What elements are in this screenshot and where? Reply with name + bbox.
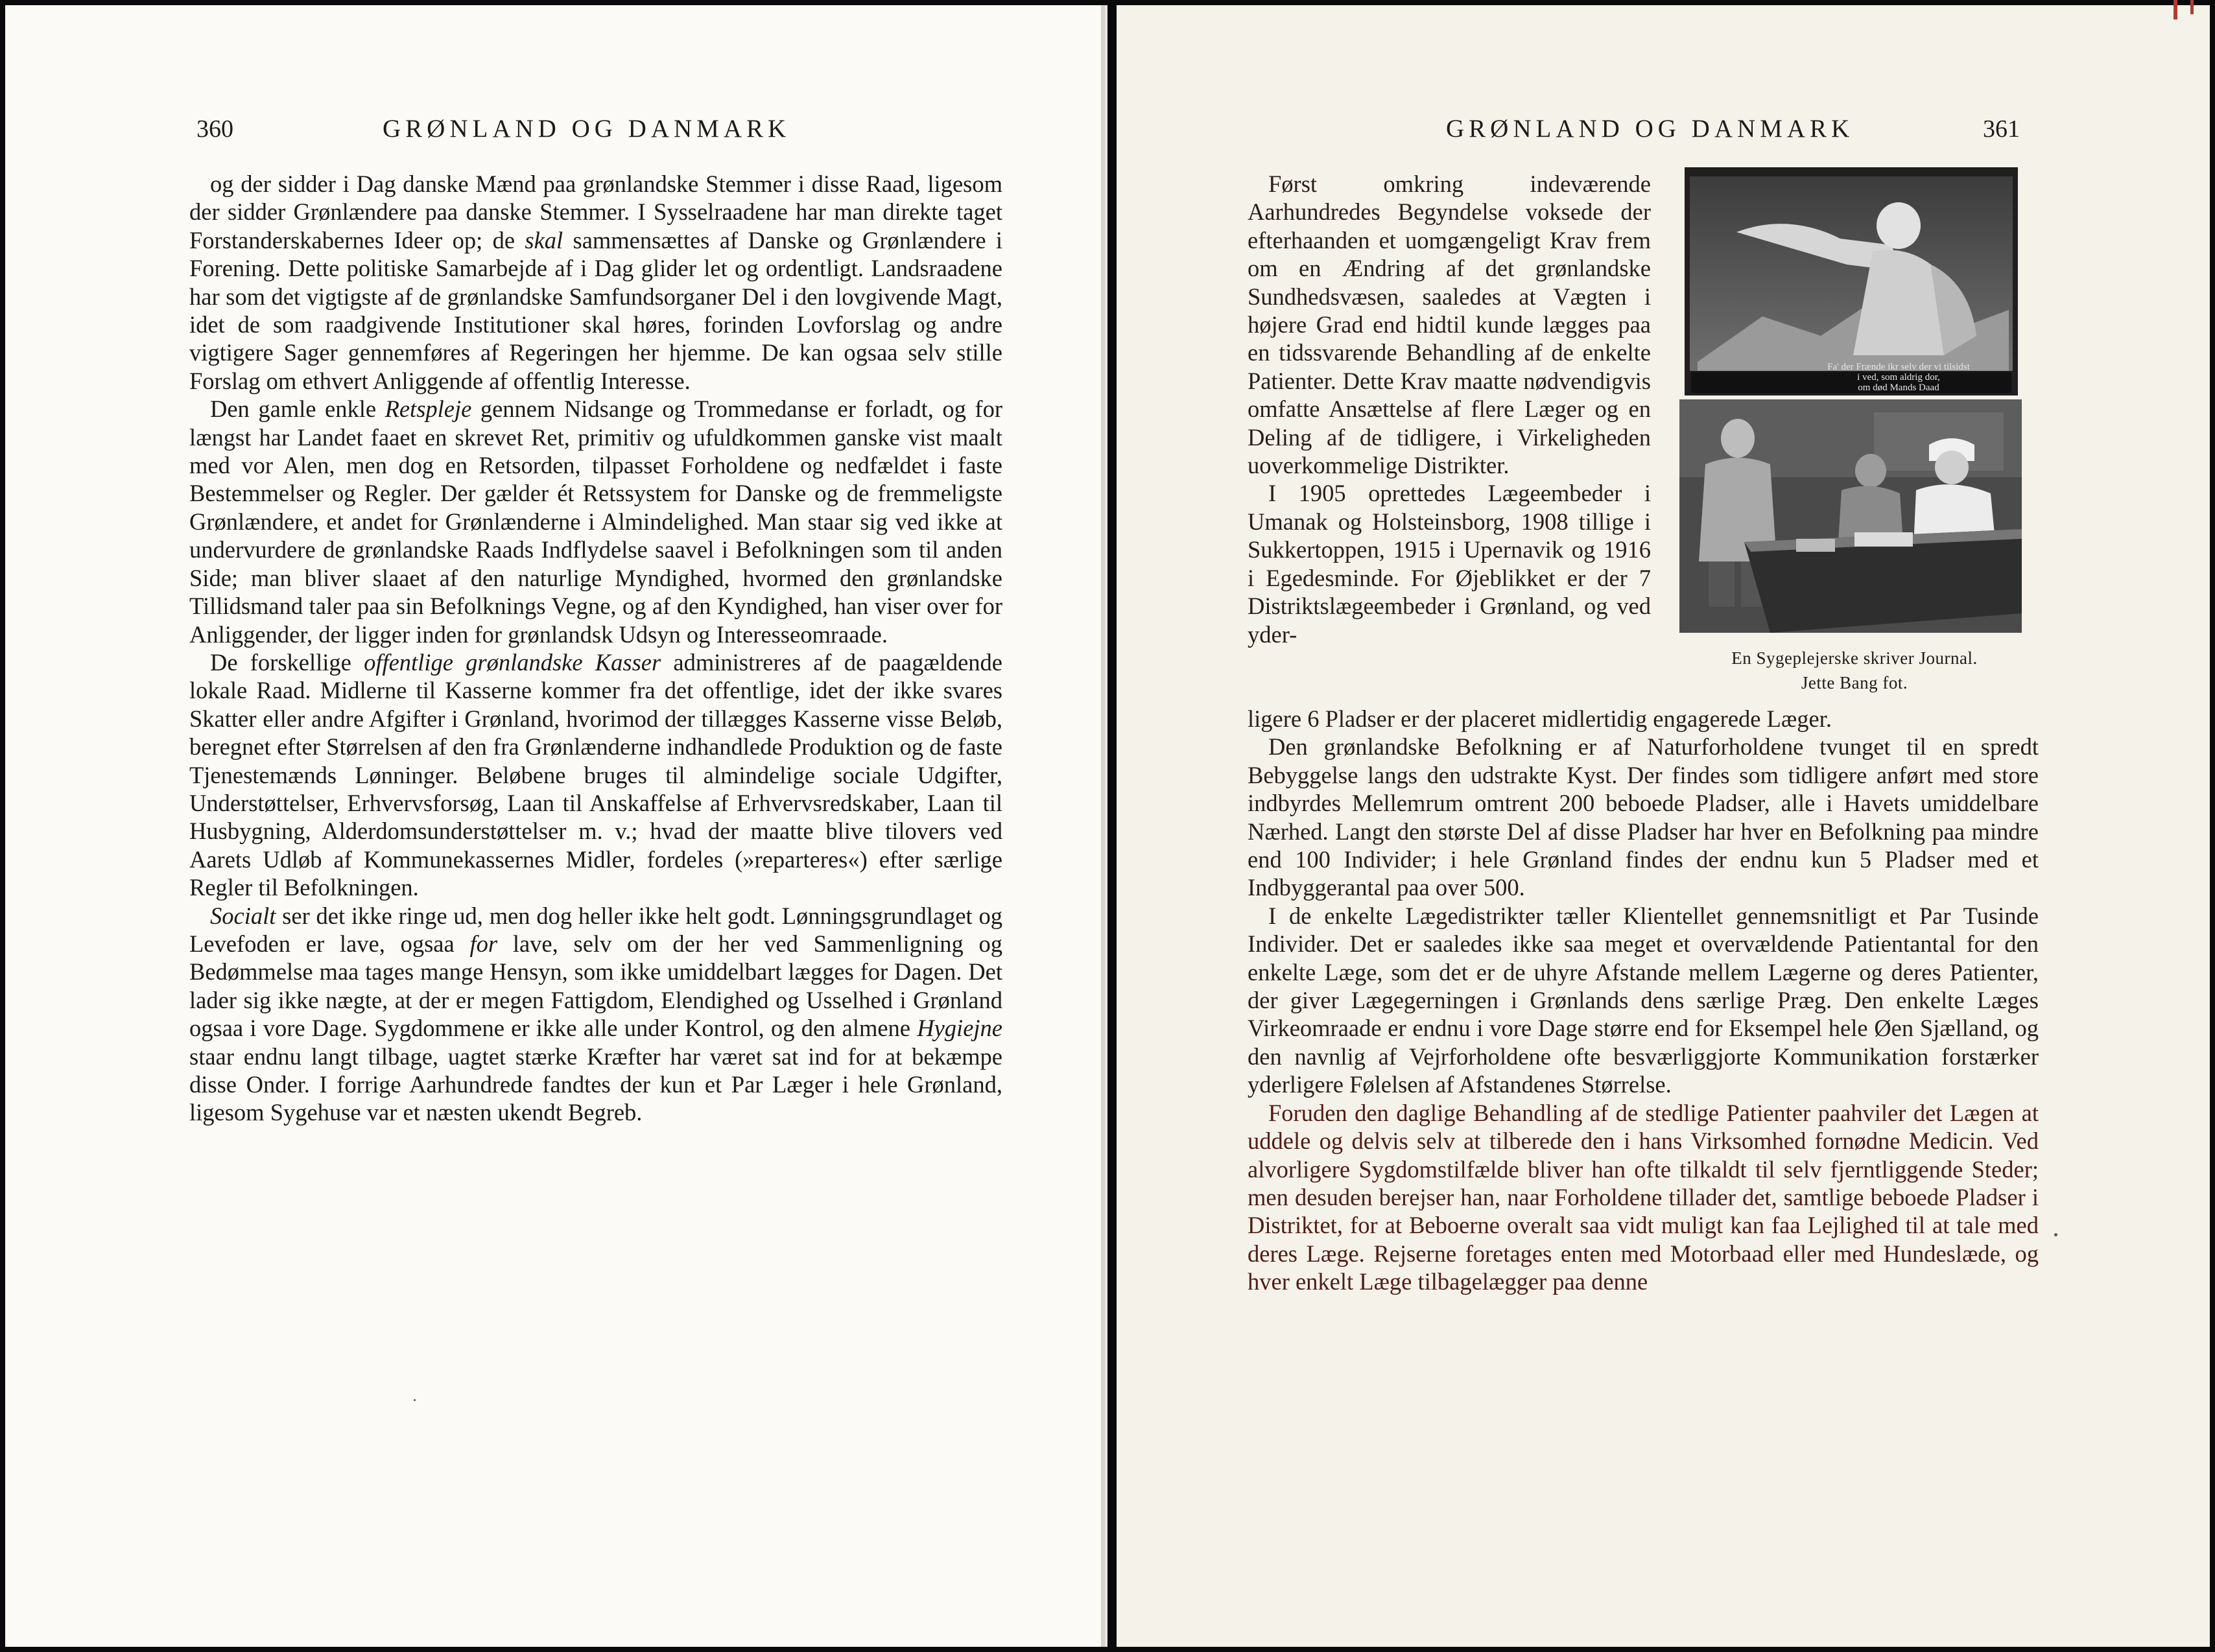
page-gutter-shadow: [1101, 5, 1105, 1647]
italic-term: Hygiejne: [917, 1015, 1002, 1042]
paragraph-continued: ligere 6 Pladser er der placeret midlertidig engagerede Læger.: [1248, 705, 1832, 732]
paragraph: Foruden den daglige Behandling af de stedlige Patienter paahviler det Lægen at uddele og delvis selv at tilberede den i hans Virksomhed fornødne Medicin. Ved alvorligere Sygdomstilfælde bliver han ofte tilkaldt til selv fjerntliggende Steder; men desuden berejser han, naar Forholdene tillader det, samtlige beboede Pladser i Distriktet, for at Beboerne overalt saa vidt muligt kan faa Lejlighed til at tale med deres Læge. Rejserne foretages enten med Motorbaad eller med Hundeslæde, og hver enkelt Læge tilbagelægger paa denne: [1248, 1099, 2039, 1295]
photo-nurse-scene: [1679, 399, 2022, 633]
italic-term: Socialt: [210, 902, 276, 929]
italic-term: for: [469, 930, 498, 957]
paragraph: I 1905 oprettedes Lægeembeder i Umanak og Holsteinsborg, 1908 tillige i Sukkertoppen, 1915 i Upernavik og 1916 i Egedesminde. For Øjeblikket er der 7 Distriktslægeembeder i Grønland, og ved yder-: [1248, 480, 1651, 648]
italic-term: skal: [525, 226, 563, 254]
paragraph: Socialt ser det ikke ringe ud, men dog heller ikke helt godt. Lønningsgrundlaget og Levefoden er lave, ogsaa for lave, selv om der her ved Sammenligning og Bedømmelse maa tages mange Hensyn, som ikke umiddelbart lægges for Dagen. Det lader sig ikke nægte, at der er megen Fattigdom, Elendighed og Usselhed i Grønland ogsaa i vore Dage. Sygdommene er ikke alle under Kontrol, og den almene Hygiejne staar endnu langt tilbage, uagtet stærke Kræfter har været sat ind for at bekæmpe disse Onder. I forrige Aarhundrede fandtes der kun et Par Læger i hele Grønland, ligesom Sygehuse var et næsten ukendt Begreb.: [189, 902, 1003, 1126]
right-running-head: GRØNLAND OG DANMARK: [1446, 115, 1854, 143]
paragraph: Den gamle enkle Retspleje gennem Nidsange og Trommedanse er forladt, og for længst har Landet faaet en skrevet Ret, primitiv og ufuldkommen ganske vist maalt med vor Alen, men dog en Retsorden, tilpasset Forholdene og nedfældet i faste Bestemmelser og Regler. Der gælder ét Retssystem for Danske og de fremmeligste Grønlændere, et andet for Grønlænderne i Almindelighed. Man staar sig ved ikke at undervurdere de grønlandske Raads Indflydelse saavel i Befolkningen som til anden Side; man bliver slaaet af den naturlige Myndighed, hvormed den grønlandske Tillidsmand taler paa sin Befolknings Vegne, og af den Kyndighed, han viser over for Anliggender, der ligger inden for grønlandsk Udsyn og Interesseomraade.: [189, 395, 1002, 648]
right-page-body-full: [1248, 705, 2039, 1296]
poster-caption: Fa' der Frænde ikr selv der vi tilsidst i ved, som aldrig dor, om død Mands Daad: [1827, 362, 1970, 393]
page-edge-mark: [2174, 0, 2177, 19]
left-page-body: [189, 170, 1002, 1127]
paragraph: I de enkelte Lægedistrikter tæller Klientellet gennemsnitligt et Par Tusinde Individer. Det er saaledes ikke saa meget et overvældende Patientantal for den enkelte Læge, som det er de uhyre Afstande mellem Lægerne og deres Patienter, der giver Lægegerningen i Grønlands dens særlige Præg. Den enkelte Læges Virkeomraade er endnu i vore Dage større end for Eksempel hele Øen Sjælland, og den navnlig af Vejrforholdene ofte besværliggjorte Kommunikation forstærker yderligere Følelsen af Afstandenes Størrelse.: [1248, 902, 2039, 1098]
speck: [414, 1399, 416, 1401]
right-page-number: 361: [1983, 115, 2020, 143]
photo-caption: [1666, 646, 2043, 695]
right-page-body-narrow: [1248, 170, 1651, 648]
speck: [2054, 1233, 2057, 1236]
italic-term: Retspleje: [385, 395, 472, 423]
paragraph: og der sidder i Dag danske Mænd paa grønlandske Stemmer i disse Raad, ligesom der sidder Grønlændere paa danske Stemmer. I Sysselraadene har man direkte taget Forstanderskabernes Ideer op; de skal sammensættes af Danske og Grønlændere i Forening. Dette politiske Samarbejde af i Dag glider let og ordentligt. Landsraadene har som det vigtigste af de grønlandske Samfundsorganer Del i den lovgivende Magt, idet de som raadgivende Institutioner skal høres, forinden Lovforslag og andre vigtigere Sager gennemføres af Regeringen her hjemme. De kan ogsaa selv stille Forslag om ethvert Anliggende af offentlig Interesse.: [189, 171, 1003, 394]
paragraph: De forskellige offentlige grønlandske Kasser administreres af de paagældende lokale Raad. Midlerne til Kasserne kommer fra det offentlige, idet der ikke svares Skatter eller andre Afgifter i Grønland, hvorimod der tillægges Kasserne visse Beløb, beregnet efter Størrelsen af den fra Grønlænderne indhandlede Produktion og de faste Tjenestemænds Lønninger. Beløbene bruges til almindelige sociale Udgifter, Understøttelser, Erhvervsforsøg, Laan til Anskaffelse af Erhvervsredskaber, Laan til Husbygning, Alderdomsunderstøttelser m. v.; hvad der maatte blive tilovers ved Aarets Udløb af Kommunekassernes Midler, fordeles (»reparteres«) efter særlige Regler til Befolkningen.: [189, 648, 1002, 901]
italic-term: offentlige grønlandske Kasser: [364, 648, 661, 676]
page-edge-mark: [2190, 0, 2194, 14]
paragraph: Den grønlandske Befolkning er af Naturforholdene tvunget til en spredt Bebyggelse langs den udstrakte Kyst. Der findes som tidligere anført med store indbyrdes Mellemrum omtrent 200 beboede Pladser, alle i Havets umiddelbare Nærhed. Langt den største Del af disse Pladser har hver en Befolkning paa mindre end 100 Individer; i hele Grønland findes der endnu kun 5 Pladser med et Indbyggerantal paa over 500.: [1248, 733, 2039, 901]
caption-credit: Jette Bang fot.: [1801, 673, 1908, 692]
caption-title: En Sygeplejerske skriver Journal.: [1731, 648, 1978, 668]
photo-poster: [1685, 167, 2018, 395]
paragraph: Først omkring indeværende Aarhundredes Begyndelse voksede der efterhaanden et uomgængeligt Krav frem om en Ændring af det grønlandske Sundhedsvæsen, saaledes at Vægten i højere Grad end hidtil kunde lægges paa en tidssvarende Behandling af de enkelte Patienter. Dette Krav maatte nødvendigvis omfatte Ansættelse af flere Læger og en Deling af de tidligere, i Virkeligheden uoverkommelige Distrikter.: [1248, 171, 1651, 479]
nurse-scene-illustration: [1679, 399, 2022, 633]
left-page-number: 360: [196, 115, 233, 143]
left-running-head: GRØNLAND OG DANMARK: [383, 115, 791, 143]
